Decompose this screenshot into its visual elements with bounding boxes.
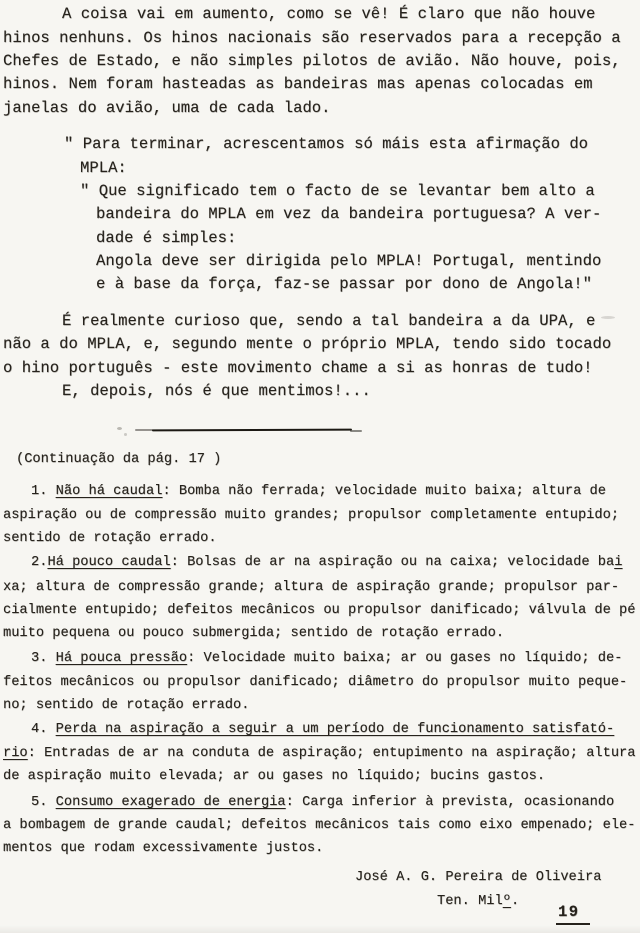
signature-rank: Ten. Milº. <box>437 894 520 909</box>
quote-line: bandeira do MPLA em vez da bandeira portuguesa? A ver- <box>96 205 602 223</box>
quote-line: dade é simples: <box>96 229 237 247</box>
section-divider-rule <box>152 429 352 432</box>
list-item-line: feitos mecânicos ou propulsor danificado; diâmetro do propulsor muito peque- <box>3 675 628 690</box>
quote-line: Angola deve ser dirigida pelo MPLA! Portugal, mentindo <box>96 252 602 270</box>
section-divider-lead <box>135 429 153 431</box>
section-divider-tail <box>350 430 362 432</box>
article-line: É realmente curioso que, sendo a tal bandeira a da UPA, e <box>62 312 596 330</box>
ink-speck <box>601 316 615 319</box>
article-line: o hino português - este movimento chame a si as honras de tudo! <box>3 359 593 377</box>
list-item-line: de aspiração muito elevada; ar ou gases no líquido; bucins gastos. <box>3 769 546 784</box>
list-item-line: a bombagem de grande caudal; defeitos mecânicos tais como eixo empenado; ele- <box>3 818 636 833</box>
quote-line: MPLA: <box>80 159 127 177</box>
article-line: hinos. Nem foram hasteadas as bandeiras mas apenas colocadas em <box>3 75 593 93</box>
article-line: E, depois, nós é que mentimos!... <box>62 382 371 400</box>
list-item-line: mentos que rodam excessivamente justos. <box>3 841 324 856</box>
list-item-line: 1. Não há caudal: Bomba não ferrada; velocidade muito baixa; altura de <box>31 484 606 499</box>
quote-line: " Que significado tem o facto de se levantar bem alto a <box>80 182 595 200</box>
list-item-line: 2.Há pouco caudal: Bolsas de ar na aspiração ou na caixa; velocidade bai <box>31 555 623 570</box>
ink-speck <box>117 427 122 430</box>
quote-line: " Para terminar, acrescentamos só máis esta afirmação do <box>64 135 589 153</box>
article-line: A coisa vai em aumento, como se vê! É claro que não houve <box>62 5 596 23</box>
list-item-line: aspiração ou de compressão muito grandes; propulsor completamente entupido; <box>3 508 620 523</box>
signature-name: José A. G. Pereira de Oliveira <box>355 870 602 885</box>
list-item-line: muito pequena ou pouco submergida; sentido de rotação errado. <box>3 626 505 641</box>
page-number: 19 <box>556 903 590 925</box>
list-item-line: no; sentido de rotação errado. <box>3 698 250 713</box>
list-item-line: 3. Há pouca pressão: Velocidade muito baixa; ar ou gases no líquido; de- <box>31 651 623 666</box>
list-item-line: sentido de rotação errado. <box>3 531 217 546</box>
list-item-line: rio: Entradas de ar na conduta de aspiração; entupimento na aspiração; altura <box>3 746 636 761</box>
article-line: Chefes de Estado, e não simples pilotos de avião. Não houve, pois, <box>3 52 621 70</box>
ink-speck <box>124 433 127 436</box>
continuation-note: (Continuação da pág. 17 ) <box>16 452 222 467</box>
list-item-line: 4. Perda na aspiração a seguir a um período de funcionamento satisfató- <box>31 722 615 737</box>
list-item-line: cialmente entupido; defeitos mecânicos ou propulsor danificado; válvula de pé <box>3 603 636 618</box>
quote-line: e à base da força, faz-se passar por dono de Angola!" <box>96 275 592 293</box>
article-line: hinos nenhuns. Os hinos nacionais são reservados para a recepção a <box>3 29 621 47</box>
article-line: janelas do avião, uma de cada lado. <box>3 99 331 117</box>
list-item-line: xa; altura de compressão grande; altura de aspiração grande; propulsor par- <box>3 580 620 595</box>
article-line: não a do MPLA, e, segundo mente o próprio MPLA, tendo sido tocado <box>3 335 612 353</box>
scan-edge-shadow <box>0 925 640 933</box>
list-item-line: 5. Consumo exagerado de energia: Carga inferior à prevista, ocasionando <box>31 795 615 810</box>
